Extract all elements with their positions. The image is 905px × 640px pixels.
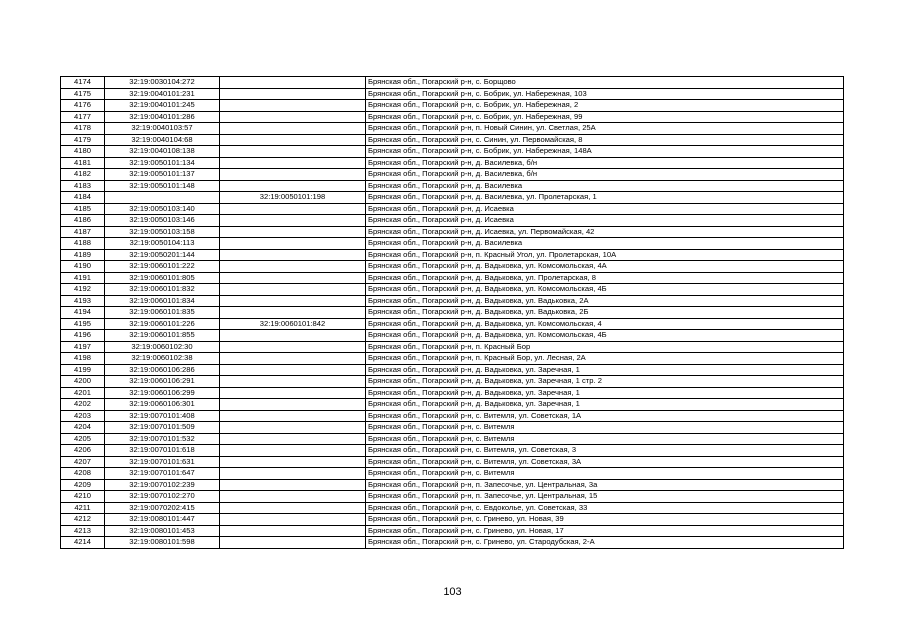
linked-cadastral-number-cell bbox=[220, 364, 366, 376]
row-number-cell: 4186 bbox=[61, 215, 105, 227]
address-cell: Брянская обл., Погарский р-н, с. Гринево, ул. Стародубская, 2-А bbox=[366, 537, 844, 549]
cadastral-number-cell: 32:19:0060101:226 bbox=[105, 318, 220, 330]
table-row bbox=[61, 180, 844, 192]
address-cell: Брянская обл., Погарский р-н, д. Вадьковка, ул. Заречная, 1 стр. 2 bbox=[366, 376, 844, 388]
cadastral-number-cell: 32:19:0050103:140 bbox=[105, 203, 220, 215]
linked-cadastral-number-cell bbox=[220, 468, 366, 480]
cadastral-number-cell: 32:19:0050103:146 bbox=[105, 215, 220, 227]
table-row bbox=[61, 157, 844, 169]
linked-cadastral-number-cell bbox=[220, 353, 366, 365]
table-row bbox=[61, 456, 844, 468]
linked-cadastral-number-cell bbox=[220, 514, 366, 526]
row-number-cell: 4214 bbox=[61, 537, 105, 549]
row-number-cell: 4204 bbox=[61, 422, 105, 434]
row-number-cell: 4177 bbox=[61, 111, 105, 123]
row-number-cell: 4192 bbox=[61, 284, 105, 296]
linked-cadastral-number-cell bbox=[220, 433, 366, 445]
address-cell: Брянская обл., Погарский р-н, п. Новый Синин, ул. Светлая, 25А bbox=[366, 123, 844, 135]
address-cell: Брянская обл., Погарский р-н, д. Василевка, б/н bbox=[366, 169, 844, 181]
table-row bbox=[61, 410, 844, 422]
row-number-cell: 4187 bbox=[61, 226, 105, 238]
table-row bbox=[61, 537, 844, 549]
address-cell: Брянская обл., Погарский р-н, д. Вадьковка, ул. Вадьковка, 2Б bbox=[366, 307, 844, 319]
table-row bbox=[61, 134, 844, 146]
address-cell: Брянская обл., Погарский р-н, с. Витемля, ул. Советская, 1А bbox=[366, 410, 844, 422]
cadastral-number-cell: 32:19:0060102:30 bbox=[105, 341, 220, 353]
row-number-cell: 4206 bbox=[61, 445, 105, 457]
linked-cadastral-number-cell bbox=[220, 445, 366, 457]
address-cell: Брянская обл., Погарский р-н, с. Витемля bbox=[366, 422, 844, 434]
linked-cadastral-number-cell bbox=[220, 410, 366, 422]
cadastral-number-cell: 32:19:0060106:286 bbox=[105, 364, 220, 376]
table-row bbox=[61, 422, 844, 434]
linked-cadastral-number-cell bbox=[220, 387, 366, 399]
table-row bbox=[61, 491, 844, 503]
linked-cadastral-number-cell: 32:19:0060101:842 bbox=[220, 318, 366, 330]
address-cell: Брянская обл., Погарский р-н, с. Бобрик, ул. Набережная, 2 bbox=[366, 100, 844, 112]
cadastral-number-cell: 32:19:0040101:286 bbox=[105, 111, 220, 123]
table-row bbox=[61, 387, 844, 399]
linked-cadastral-number-cell bbox=[220, 341, 366, 353]
cadastral-number-cell: 32:19:0060106:291 bbox=[105, 376, 220, 388]
cadastral-number-cell: 32:19:0070101:631 bbox=[105, 456, 220, 468]
linked-cadastral-number-cell bbox=[220, 100, 366, 112]
cadastral-number-cell: 32:19:0060101:835 bbox=[105, 307, 220, 319]
address-cell: Брянская обл., Погарский р-н, с. Гринево, ул. Новая, 17 bbox=[366, 525, 844, 537]
linked-cadastral-number-cell bbox=[220, 502, 366, 514]
cadastral-number-cell: 32:19:0070101:509 bbox=[105, 422, 220, 434]
row-number-cell: 4200 bbox=[61, 376, 105, 388]
table-row bbox=[61, 203, 844, 215]
cadastral-number-cell: 32:19:0050101:148 bbox=[105, 180, 220, 192]
linked-cadastral-number-cell bbox=[220, 111, 366, 123]
row-number-cell: 4203 bbox=[61, 410, 105, 422]
row-number-cell: 4208 bbox=[61, 468, 105, 480]
cadastral-number-cell: 32:19:0050101:134 bbox=[105, 157, 220, 169]
address-cell: Брянская обл., Погарский р-н, с. Борщово bbox=[366, 77, 844, 89]
linked-cadastral-number-cell bbox=[220, 399, 366, 411]
row-number-cell: 4188 bbox=[61, 238, 105, 250]
row-number-cell: 4205 bbox=[61, 433, 105, 445]
address-cell: Брянская обл., Погарский р-н, д. Вадьковка, ул. Пролетарская, 8 bbox=[366, 272, 844, 284]
row-number-cell: 4180 bbox=[61, 146, 105, 158]
linked-cadastral-number-cell bbox=[220, 284, 366, 296]
row-number-cell: 4199 bbox=[61, 364, 105, 376]
table-row bbox=[61, 376, 844, 388]
table-row bbox=[61, 433, 844, 445]
row-number-cell: 4210 bbox=[61, 491, 105, 503]
row-number-cell: 4209 bbox=[61, 479, 105, 491]
table-row bbox=[61, 284, 844, 296]
address-cell: Брянская обл., Погарский р-н, д. Вадьковка, ул. Комсомольская, 4А bbox=[366, 261, 844, 273]
table-row bbox=[61, 111, 844, 123]
table-row bbox=[61, 341, 844, 353]
table-row bbox=[61, 215, 844, 227]
row-number-cell: 4178 bbox=[61, 123, 105, 135]
address-cell: Брянская обл., Погарский р-н, п. Запесочье, ул. Центральная, 3а bbox=[366, 479, 844, 491]
cadastral-number-cell: 32:19:0060106:301 bbox=[105, 399, 220, 411]
table-row bbox=[61, 88, 844, 100]
row-number-cell: 4183 bbox=[61, 180, 105, 192]
address-cell: Брянская обл., Погарский р-н, п. Красный Бор, ул. Лесная, 2А bbox=[366, 353, 844, 365]
records-table bbox=[60, 76, 844, 549]
address-cell: Брянская обл., Погарский р-н, с. Витемля, ул. Советская, 3 bbox=[366, 445, 844, 457]
address-cell: Брянская обл., Погарский р-н, д. Исаевка bbox=[366, 215, 844, 227]
address-cell: Брянская обл., Погарский р-н, д. Василевка bbox=[366, 180, 844, 192]
address-cell: Брянская обл., Погарский р-н, д. Вадьковка, ул. Заречная, 1 bbox=[366, 399, 844, 411]
table-row bbox=[61, 192, 844, 204]
linked-cadastral-number-cell bbox=[220, 123, 366, 135]
cadastral-number-cell: 32:19:0060101:832 bbox=[105, 284, 220, 296]
table-row bbox=[61, 445, 844, 457]
linked-cadastral-number-cell bbox=[220, 376, 366, 388]
address-cell: Брянская обл., Погарский р-н, с. Евдоколье, ул. Советская, 33 bbox=[366, 502, 844, 514]
cadastral-number-cell: 32:19:0060101:834 bbox=[105, 295, 220, 307]
cadastral-number-cell: 32:19:0070101:647 bbox=[105, 468, 220, 480]
linked-cadastral-number-cell bbox=[220, 537, 366, 549]
linked-cadastral-number-cell bbox=[220, 238, 366, 250]
row-number-cell: 4176 bbox=[61, 100, 105, 112]
cadastral-number-cell: 32:19:0070101:618 bbox=[105, 445, 220, 457]
linked-cadastral-number-cell bbox=[220, 307, 366, 319]
cadastral-number-cell: 32:19:0040103:57 bbox=[105, 123, 220, 135]
row-number-cell: 4211 bbox=[61, 502, 105, 514]
row-number-cell: 4182 bbox=[61, 169, 105, 181]
linked-cadastral-number-cell bbox=[220, 295, 366, 307]
table-row bbox=[61, 330, 844, 342]
table-row bbox=[61, 502, 844, 514]
table-row bbox=[61, 123, 844, 135]
linked-cadastral-number-cell bbox=[220, 479, 366, 491]
linked-cadastral-number-cell bbox=[220, 203, 366, 215]
row-number-cell: 4191 bbox=[61, 272, 105, 284]
address-cell: Брянская обл., Погарский р-н, д. Вадьковка, ул. Комсомольская, 4Б bbox=[366, 284, 844, 296]
address-cell: Брянская обл., Погарский р-н, д. Василевка, б/н bbox=[366, 157, 844, 169]
linked-cadastral-number-cell bbox=[220, 249, 366, 261]
cadastral-number-cell: 32:19:0050103:158 bbox=[105, 226, 220, 238]
table-row bbox=[61, 295, 844, 307]
row-number-cell: 4184 bbox=[61, 192, 105, 204]
table-row bbox=[61, 169, 844, 181]
table-row bbox=[61, 272, 844, 284]
cadastral-number-cell: 32:19:0070101:532 bbox=[105, 433, 220, 445]
linked-cadastral-number-cell bbox=[220, 422, 366, 434]
row-number-cell: 4181 bbox=[61, 157, 105, 169]
row-number-cell: 4193 bbox=[61, 295, 105, 307]
row-number-cell: 4201 bbox=[61, 387, 105, 399]
cadastral-number-cell: 32:19:0040108:138 bbox=[105, 146, 220, 158]
cadastral-number-cell: 32:19:0050101:137 bbox=[105, 169, 220, 181]
cadastral-number-cell: 32:19:0070102:270 bbox=[105, 491, 220, 503]
row-number-cell: 4212 bbox=[61, 514, 105, 526]
address-cell: Брянская обл., Погарский р-н, п. Запесочье, ул. Центральная, 15 bbox=[366, 491, 844, 503]
row-number-cell: 4175 bbox=[61, 88, 105, 100]
cadastral-number-cell: 32:19:0060106:299 bbox=[105, 387, 220, 399]
linked-cadastral-number-cell bbox=[220, 88, 366, 100]
address-cell: Брянская обл., Погарский р-н, с. Бобрик, ул. Набережная, 99 bbox=[366, 111, 844, 123]
linked-cadastral-number-cell bbox=[220, 525, 366, 537]
cadastral-number-cell bbox=[105, 192, 220, 204]
linked-cadastral-number-cell bbox=[220, 157, 366, 169]
linked-cadastral-number-cell bbox=[220, 180, 366, 192]
table-row bbox=[61, 261, 844, 273]
row-number-cell: 4198 bbox=[61, 353, 105, 365]
row-number-cell: 4213 bbox=[61, 525, 105, 537]
cadastral-number-cell: 32:19:0080101:598 bbox=[105, 537, 220, 549]
table-row bbox=[61, 468, 844, 480]
table-row bbox=[61, 514, 844, 526]
table-row bbox=[61, 353, 844, 365]
linked-cadastral-number-cell bbox=[220, 456, 366, 468]
row-number-cell: 4185 bbox=[61, 203, 105, 215]
cadastral-number-cell: 32:19:0030104:272 bbox=[105, 77, 220, 89]
table-row bbox=[61, 146, 844, 158]
address-cell: Брянская обл., Погарский р-н, п. Красный Бор bbox=[366, 341, 844, 353]
table-row bbox=[61, 399, 844, 411]
row-number-cell: 4174 bbox=[61, 77, 105, 89]
row-number-cell: 4194 bbox=[61, 307, 105, 319]
linked-cadastral-number-cell bbox=[220, 491, 366, 503]
address-cell: Брянская обл., Погарский р-н, д. Вадьковка, ул. Заречная, 1 bbox=[366, 387, 844, 399]
address-cell: Брянская обл., Погарский р-н, д. Василевка bbox=[366, 238, 844, 250]
row-number-cell: 4207 bbox=[61, 456, 105, 468]
row-number-cell: 4195 bbox=[61, 318, 105, 330]
table-row bbox=[61, 479, 844, 491]
address-cell: Брянская обл., Погарский р-н, с. Витемля bbox=[366, 433, 844, 445]
linked-cadastral-number-cell: 32:19:0050101:198 bbox=[220, 192, 366, 204]
cadastral-number-cell: 32:19:0060101:805 bbox=[105, 272, 220, 284]
address-cell: Брянская обл., Погарский р-н, д. Вадьковка, ул. Вадьковка, 2А bbox=[366, 295, 844, 307]
table-row bbox=[61, 249, 844, 261]
row-number-cell: 4197 bbox=[61, 341, 105, 353]
table-row bbox=[61, 100, 844, 112]
row-number-cell: 4189 bbox=[61, 249, 105, 261]
cadastral-number-cell: 32:19:0070202:415 bbox=[105, 502, 220, 514]
cadastral-number-cell: 32:19:0070101:408 bbox=[105, 410, 220, 422]
address-cell: Брянская обл., Погарский р-н, д. Василевка, ул. Пролетарская, 1 bbox=[366, 192, 844, 204]
cadastral-number-cell: 32:19:0040101:231 bbox=[105, 88, 220, 100]
linked-cadastral-number-cell bbox=[220, 261, 366, 273]
cadastral-number-cell: 32:19:0040104:68 bbox=[105, 134, 220, 146]
linked-cadastral-number-cell bbox=[220, 215, 366, 227]
linked-cadastral-number-cell bbox=[220, 272, 366, 284]
address-cell: Брянская обл., Погарский р-н, д. Вадьковка, ул. Заречная, 1 bbox=[366, 364, 844, 376]
cadastral-number-cell: 32:19:0060101:855 bbox=[105, 330, 220, 342]
page-number: 103 bbox=[443, 586, 462, 598]
cadastral-number-cell: 32:19:0060102:38 bbox=[105, 353, 220, 365]
table-row bbox=[61, 364, 844, 376]
table-row bbox=[61, 525, 844, 537]
address-cell: Брянская обл., Погарский р-н, с. Синин, ул. Первомайская, 8 bbox=[366, 134, 844, 146]
address-cell: Брянская обл., Погарский р-н, с. Гринево, ул. Новая, 39 bbox=[366, 514, 844, 526]
cadastral-number-cell: 32:19:0060101:222 bbox=[105, 261, 220, 273]
row-number-cell: 4196 bbox=[61, 330, 105, 342]
address-cell: Брянская обл., Погарский р-н, с. Витемля, ул. Советская, 3А bbox=[366, 456, 844, 468]
address-cell: Брянская обл., Погарский р-н, с. Бобрик, ул. Набережная, 103 bbox=[366, 88, 844, 100]
address-cell: Брянская обл., Погарский р-н, д. Исаевка bbox=[366, 203, 844, 215]
linked-cadastral-number-cell bbox=[220, 226, 366, 238]
address-cell: Брянская обл., Погарский р-н, с. Бобрик, ул. Набережная, 148А bbox=[366, 146, 844, 158]
address-cell: Брянская обл., Погарский р-н, с. Витемля bbox=[366, 468, 844, 480]
linked-cadastral-number-cell bbox=[220, 146, 366, 158]
address-cell: Брянская обл., Погарский р-н, д. Исаевка, ул. Первомайская, 42 bbox=[366, 226, 844, 238]
row-number-cell: 4190 bbox=[61, 261, 105, 273]
cadastral-number-cell: 32:19:0070102:239 bbox=[105, 479, 220, 491]
cadastral-number-cell: 32:19:0040101:245 bbox=[105, 100, 220, 112]
row-number-cell: 4202 bbox=[61, 399, 105, 411]
address-cell: Брянская обл., Погарский р-н, д. Вадьковка, ул. Комсомольская, 4Б bbox=[366, 330, 844, 342]
address-cell: Брянская обл., Погарский р-н, д. Вадьковка, ул. Комсомольская, 4 bbox=[366, 318, 844, 330]
cadastral-number-cell: 32:19:0050104:113 bbox=[105, 238, 220, 250]
table-row bbox=[61, 318, 844, 330]
linked-cadastral-number-cell bbox=[220, 134, 366, 146]
row-number-cell: 4179 bbox=[61, 134, 105, 146]
address-cell: Брянская обл., Погарский р-н, п. Красный Угол, ул. Пролетарская, 10А bbox=[366, 249, 844, 261]
table-row bbox=[61, 77, 844, 89]
linked-cadastral-number-cell bbox=[220, 330, 366, 342]
table-row bbox=[61, 307, 844, 319]
cadastral-number-cell: 32:19:0050201:144 bbox=[105, 249, 220, 261]
records-table-body bbox=[61, 77, 844, 549]
cadastral-number-cell: 32:19:0080101:453 bbox=[105, 525, 220, 537]
table-row bbox=[61, 226, 844, 238]
linked-cadastral-number-cell bbox=[220, 169, 366, 181]
table-row bbox=[61, 238, 844, 250]
linked-cadastral-number-cell bbox=[220, 77, 366, 89]
cadastral-number-cell: 32:19:0080101:447 bbox=[105, 514, 220, 526]
